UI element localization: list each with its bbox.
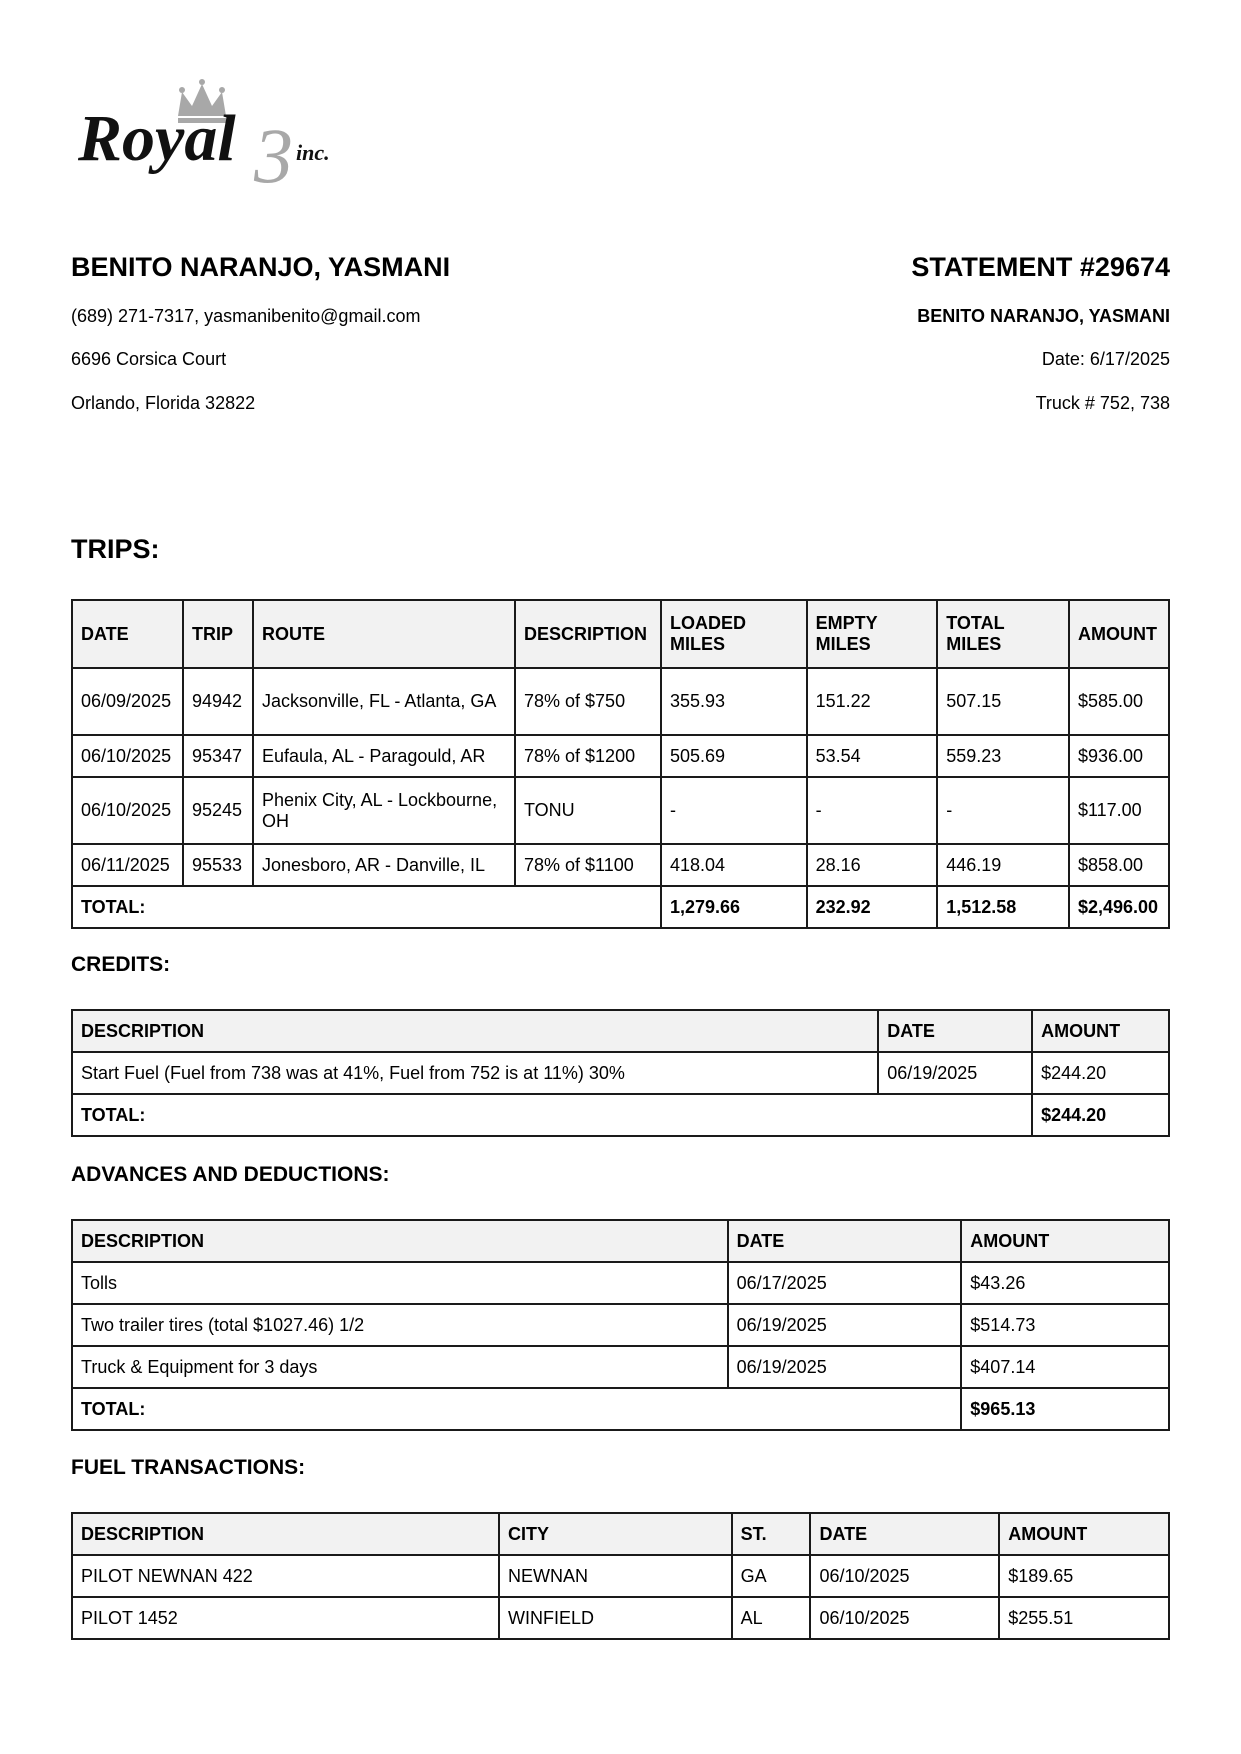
table-header-row xyxy=(72,1513,1169,1555)
driver-name: BENITO NARANJO, YASMANI xyxy=(71,252,451,282)
total-label: TOTAL: xyxy=(72,1094,1032,1136)
column-header: DATE xyxy=(72,600,183,668)
table-total-row xyxy=(72,1388,1169,1430)
table-cell: PILOT 1452 xyxy=(72,1597,499,1639)
table-cell: 95245 xyxy=(183,777,253,844)
table-header-row xyxy=(72,1220,1169,1262)
table-cell: TONU xyxy=(515,777,661,844)
advances-table xyxy=(71,1219,1170,1431)
table-header-row xyxy=(72,1010,1169,1052)
table-cell: Two trailer tires (total $1027.46) 1/2 xyxy=(72,1304,728,1346)
table-cell: $858.00 xyxy=(1069,844,1169,886)
table-cell: 151.22 xyxy=(807,668,938,735)
column-header: ST. xyxy=(732,1513,811,1555)
driver-info xyxy=(71,250,631,414)
table-cell: $585.00 xyxy=(1069,668,1169,735)
table-cell: Tolls xyxy=(72,1262,728,1304)
trips-title: TRIPS: xyxy=(71,534,160,564)
column-header: CITY xyxy=(499,1513,732,1555)
table-cell: $407.14 xyxy=(961,1346,1169,1388)
table-cell: Eufaula, AL - Paragould, AR xyxy=(253,735,515,777)
table-cell: NEWNAN xyxy=(499,1555,732,1597)
logo-suffix: inc. xyxy=(296,140,330,165)
table-cell: Jonesboro, AR - Danville, IL xyxy=(253,844,515,886)
table-row xyxy=(72,1304,1169,1346)
table-cell: 28.16 xyxy=(807,844,938,886)
column-header: AMOUNT xyxy=(999,1513,1169,1555)
logo-number: 3 xyxy=(254,112,293,198)
total-amount: $2,496.00 xyxy=(1069,886,1169,928)
table-cell: GA xyxy=(732,1555,811,1597)
table-row xyxy=(72,1346,1169,1388)
table-cell: 06/10/2025 xyxy=(72,735,183,777)
column-header: TOTAL MILES xyxy=(937,600,1069,668)
statement-name: BENITO NARANJO, YASMANI xyxy=(917,306,1170,326)
table-cell: 06/11/2025 xyxy=(72,844,183,886)
column-header: DESCRIPTION xyxy=(72,1220,728,1262)
statement-title: STATEMENT #29674 xyxy=(911,252,1170,282)
table-cell: $43.26 xyxy=(961,1262,1169,1304)
trips-table xyxy=(71,599,1170,929)
column-header: TRIP xyxy=(183,600,253,668)
table-cell: 95533 xyxy=(183,844,253,886)
table-cell: Phenix City, AL - Lockbourne, OH xyxy=(253,777,515,844)
total-label: TOTAL: xyxy=(72,886,661,928)
table-cell: - xyxy=(661,777,807,844)
table-cell: 559.23 xyxy=(937,735,1069,777)
table-cell: - xyxy=(807,777,938,844)
table-cell: Start Fuel (Fuel from 738 was at 41%, Fuel from 752 is at 11%) 30% xyxy=(72,1052,878,1094)
column-header: DATE xyxy=(878,1010,1032,1052)
table-cell: 06/19/2025 xyxy=(728,1304,962,1346)
column-header: EMPTY MILES xyxy=(807,600,938,668)
driver-contact: (689) 271-7317, yasmanibenito@gmail.com xyxy=(71,306,421,326)
table-cell: 505.69 xyxy=(661,735,807,777)
table-row xyxy=(72,1555,1169,1597)
table-cell: $117.00 xyxy=(1069,777,1169,844)
column-header: AMOUNT xyxy=(961,1220,1169,1262)
table-row xyxy=(72,1597,1169,1639)
column-header: ROUTE xyxy=(253,600,515,668)
column-header: DESCRIPTION xyxy=(72,1010,878,1052)
table-cell: 78% of $1200 xyxy=(515,735,661,777)
driver-address-line2: Orlando, Florida 32822 xyxy=(71,393,256,413)
column-header: DESCRIPTION xyxy=(72,1513,499,1555)
table-cell: - xyxy=(937,777,1069,844)
credits-title: CREDITS: xyxy=(71,953,171,976)
table-header-row xyxy=(72,600,1169,668)
table-row xyxy=(72,777,1169,844)
table-cell: 06/09/2025 xyxy=(72,668,183,735)
column-header: AMOUNT xyxy=(1032,1010,1169,1052)
table-cell: Jacksonville, FL - Atlanta, GA xyxy=(253,668,515,735)
table-cell: 95347 xyxy=(183,735,253,777)
table-cell: 355.93 xyxy=(661,668,807,735)
table-total-row xyxy=(72,1094,1169,1136)
table-cell: 53.54 xyxy=(807,735,938,777)
table-cell: 06/17/2025 xyxy=(728,1262,962,1304)
table-cell: 06/10/2025 xyxy=(810,1597,999,1639)
column-header: DATE xyxy=(810,1513,999,1555)
table-cell: 507.15 xyxy=(937,668,1069,735)
table-cell: 78% of $1100 xyxy=(515,844,661,886)
column-header: AMOUNT xyxy=(1069,600,1169,668)
column-header: DATE xyxy=(728,1220,962,1262)
table-row xyxy=(72,735,1169,777)
table-cell: 06/10/2025 xyxy=(72,777,183,844)
table-row xyxy=(72,1262,1169,1304)
fuel-title: FUEL TRANSACTIONS: xyxy=(71,1456,306,1479)
column-header: LOADED MILES xyxy=(661,600,807,668)
table-cell: $255.51 xyxy=(999,1597,1169,1639)
table-row xyxy=(72,668,1169,735)
credits-table xyxy=(71,1009,1170,1137)
table-row xyxy=(72,844,1169,886)
table-row xyxy=(72,1052,1169,1094)
table-cell: 446.19 xyxy=(937,844,1069,886)
table-cell: Truck & Equipment for 3 days xyxy=(72,1346,728,1388)
total-loaded-miles: 1,279.66 xyxy=(661,886,807,928)
table-cell: PILOT NEWNAN 422 xyxy=(72,1555,499,1597)
column-header: DESCRIPTION xyxy=(515,600,661,668)
total-miles: 1,512.58 xyxy=(937,886,1069,928)
table-cell: $244.20 xyxy=(1032,1052,1169,1094)
table-cell: 78% of $750 xyxy=(515,668,661,735)
statement-info xyxy=(610,250,1170,414)
table-cell: $936.00 xyxy=(1069,735,1169,777)
table-cell: 94942 xyxy=(183,668,253,735)
table-cell: $189.65 xyxy=(999,1555,1169,1597)
total-amount: $965.13 xyxy=(961,1388,1169,1430)
advances-title: ADVANCES AND DEDUCTIONS: xyxy=(71,1163,390,1186)
table-cell: WINFIELD xyxy=(499,1597,732,1639)
company-logo xyxy=(78,78,398,198)
table-cell: 418.04 xyxy=(661,844,807,886)
table-cell: $514.73 xyxy=(961,1304,1169,1346)
statement-truck: Truck # 752, 738 xyxy=(1035,393,1170,413)
table-cell: 06/19/2025 xyxy=(728,1346,962,1388)
table-total-row xyxy=(72,886,1169,928)
logo-name: Royal xyxy=(78,102,236,175)
driver-address-line1: 6696 Corsica Court xyxy=(71,349,227,369)
total-amount: $244.20 xyxy=(1032,1094,1169,1136)
fuel-table xyxy=(71,1512,1170,1640)
table-cell: AL xyxy=(732,1597,811,1639)
total-empty-miles: 232.92 xyxy=(807,886,938,928)
statement-date: Date: 6/17/2025 xyxy=(1041,349,1170,369)
table-cell: 06/19/2025 xyxy=(878,1052,1032,1094)
table-cell: 06/10/2025 xyxy=(810,1555,999,1597)
total-label: TOTAL: xyxy=(72,1388,961,1430)
